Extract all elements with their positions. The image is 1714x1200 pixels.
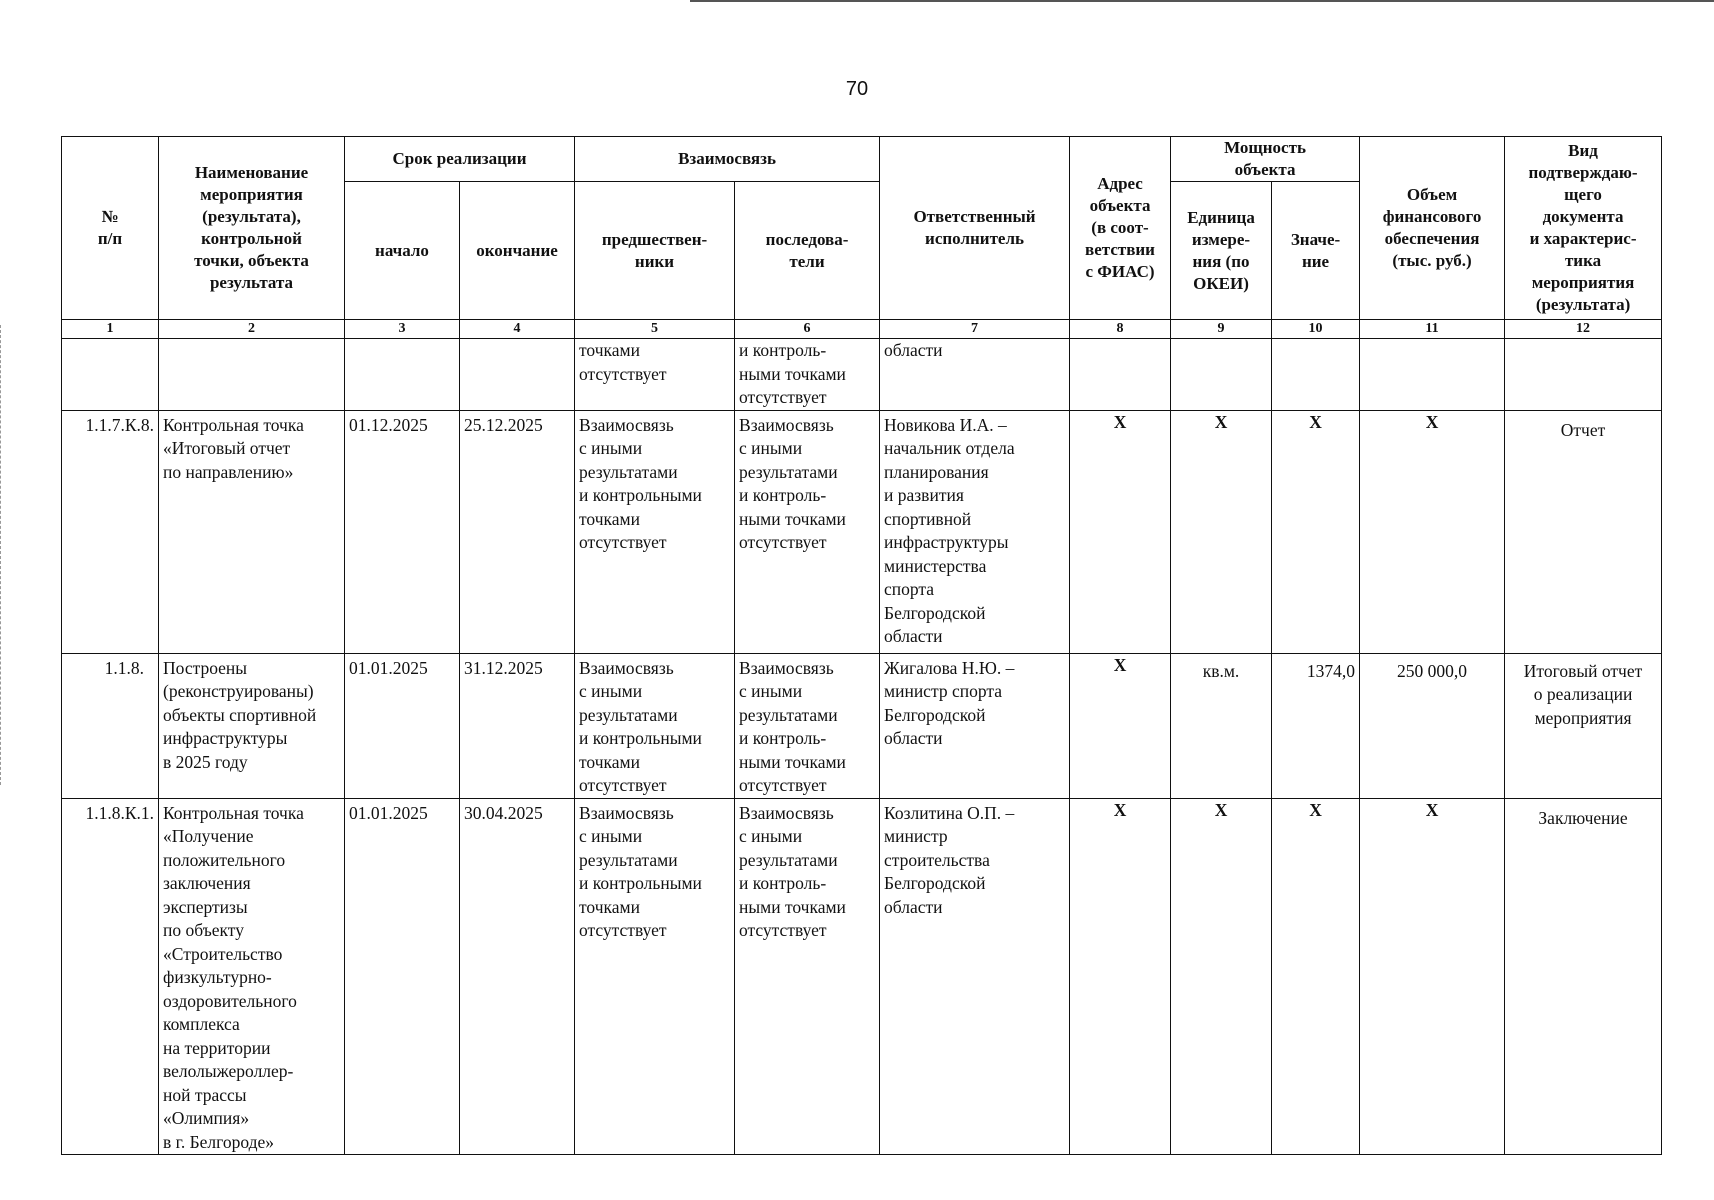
header-value: Значе- ние xyxy=(1272,182,1360,320)
cell-doc: Итоговый отчет о реализации мероприятия xyxy=(1505,653,1662,798)
header-address: Адрес объекта (в соот- ветствии с ФИАС) xyxy=(1070,137,1171,320)
header-responsible: Ответственный исполнитель xyxy=(880,137,1070,320)
header-finance: Объем финансового обеспечения (тыс. руб.) xyxy=(1360,137,1505,320)
cell-value: 1374,0 xyxy=(1272,653,1360,798)
cell-name: Контрольная точка «Получение положительного заключения экспертизы по объекту «Строительство физкультурно- оздоровительного комплекса на территории велолыжероллер- ной трассы «Олимпия» в г. Белгороде» xyxy=(159,798,345,1155)
cell-doc: Отчет xyxy=(1505,410,1662,653)
cell-empty xyxy=(159,339,345,411)
column-number-row xyxy=(62,320,1662,339)
cell-finance: Х xyxy=(1360,798,1505,1155)
cell-empty xyxy=(345,339,460,411)
cell-empty xyxy=(1272,339,1360,411)
column-number: 8 xyxy=(1070,320,1171,339)
cell-successors: Взаимосвязь с иными результатами и контроль- ными точками отсутствует xyxy=(735,798,880,1155)
page-number: 70 xyxy=(845,78,869,100)
cell-responsible: Жигалова Н.Ю. – министр спорта Белгородской области xyxy=(880,653,1070,798)
cell-start: 01.01.2025 xyxy=(345,653,460,798)
header-capacity: Мощность объекта xyxy=(1171,137,1360,182)
cell-start: 01.01.2025 xyxy=(345,798,460,1155)
table-row xyxy=(62,410,1662,653)
cell-address: Х xyxy=(1070,653,1171,798)
cell-value: Х xyxy=(1272,410,1360,653)
table-row xyxy=(62,798,1662,1155)
activities-table xyxy=(61,136,1662,1155)
cell-predecessors: Взаимосвязь с иными результатами и контрольными точками отсутствует xyxy=(575,798,735,1155)
column-number: 9 xyxy=(1171,320,1272,339)
cell-end: 30.04.2025 xyxy=(460,798,575,1155)
cell-empty xyxy=(62,339,159,411)
cell-num: 1.1.8. xyxy=(62,653,159,798)
cell-empty xyxy=(460,339,575,411)
cell-address: Х xyxy=(1070,410,1171,653)
header-predecessors: предшествен- ники xyxy=(575,182,735,320)
column-number: 1 xyxy=(62,320,159,339)
cell-unit: Х xyxy=(1171,798,1272,1155)
cell-successors: и контроль- ными точками отсутствует xyxy=(735,339,880,411)
column-number: 10 xyxy=(1272,320,1360,339)
cell-unit: Х xyxy=(1171,410,1272,653)
header-successors: последова- тели xyxy=(735,182,880,320)
header-row-top xyxy=(62,137,1662,182)
cell-empty xyxy=(1070,339,1171,411)
cell-responsible: Козлитина О.П. – министр строительства Белгородской области xyxy=(880,798,1070,1155)
header-doc: Вид подтверждаю- щего документа и характерис- тика мероприятия (результата) xyxy=(1505,137,1662,320)
header-name: Наименование мероприятия (результата), контрольной точки, объекта результата xyxy=(159,137,345,320)
cell-doc: Заключение xyxy=(1505,798,1662,1155)
header-period: Срок реализации xyxy=(345,137,575,182)
cell-end: 31.12.2025 xyxy=(460,653,575,798)
cell-unit: кв.м. xyxy=(1171,653,1272,798)
cell-num: 1.1.8.К.1. xyxy=(62,798,159,1155)
cell-predecessors: точками отсутствует xyxy=(575,339,735,411)
header-num: № п/п xyxy=(62,137,159,320)
table-row xyxy=(62,653,1662,798)
cell-successors: Взаимосвязь с иными результатами и контроль- ными точками отсутствует xyxy=(735,653,880,798)
cell-start: 01.12.2025 xyxy=(345,410,460,653)
cell-name: Контрольная точка «Итоговый отчет по направлению» xyxy=(159,410,345,653)
cell-empty xyxy=(1360,339,1505,411)
cell-finance: Х xyxy=(1360,410,1505,653)
cell-value: Х xyxy=(1272,798,1360,1155)
header-link: Взаимосвязь xyxy=(575,137,880,182)
table-row-continued xyxy=(62,339,1662,411)
cell-end: 25.12.2025 xyxy=(460,410,575,653)
cell-predecessors: Взаимосвязь с иными результатами и контрольными точками отсутствует xyxy=(575,653,735,798)
binding-margin-marks xyxy=(0,325,3,785)
column-number: 11 xyxy=(1360,320,1505,339)
column-number: 4 xyxy=(460,320,575,339)
header-unit: Единица измере- ния (по ОКЕИ) xyxy=(1171,182,1272,320)
cell-finance: 250 000,0 xyxy=(1360,653,1505,798)
cell-name: Построены (реконструированы) объекты спортивной инфраструктуры в 2025 году xyxy=(159,653,345,798)
cell-empty xyxy=(1171,339,1272,411)
column-number: 3 xyxy=(345,320,460,339)
cell-predecessors: Взаимосвязь с иными результатами и контрольными точками отсутствует xyxy=(575,410,735,653)
cell-empty xyxy=(1505,339,1662,411)
column-number: 2 xyxy=(159,320,345,339)
cell-responsible: Новикова И.А. – начальник отдела планирования и развития спортивной инфраструктуры министерства спорта Белгородской области xyxy=(880,410,1070,653)
column-number: 12 xyxy=(1505,320,1662,339)
cell-address: Х xyxy=(1070,798,1171,1155)
header-end: окончание xyxy=(460,182,575,320)
cell-responsible: области xyxy=(880,339,1070,411)
cell-successors: Взаимосвязь с иными результатами и контроль- ными точками отсутствует xyxy=(735,410,880,653)
column-number: 7 xyxy=(880,320,1070,339)
cell-num: 1.1.7.К.8. xyxy=(62,410,159,653)
column-number: 5 xyxy=(575,320,735,339)
scan-edge-line xyxy=(690,0,1714,2)
column-number: 6 xyxy=(735,320,880,339)
header-start: начало xyxy=(345,182,460,320)
